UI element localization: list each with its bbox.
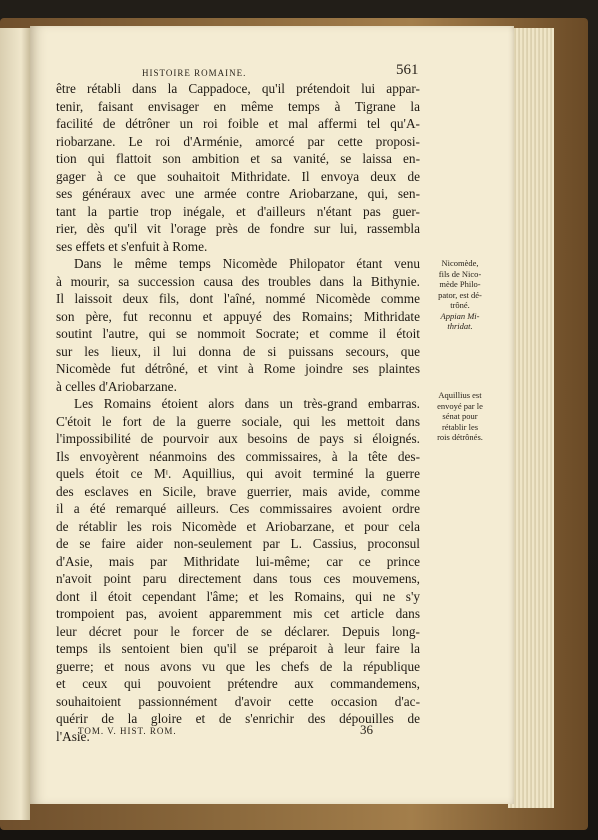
text-line: être rétabli dans la Cappadoce, qu'il prétendoit lui appar- [56,81,420,96]
text-line: Nicomède fut détrôné, et vint à Rome joindre ses plaintes [56,361,420,376]
printer-signature: TOM. V. HIST. ROM. [78,726,177,736]
signature-number: 36 [360,722,373,737]
text-line: leur décret pour le forcer de se déclarer. Depuis long- [56,623,420,639]
margin-note-nicomede [424,258,496,332]
left-page-edge [0,28,30,820]
text-line: tion qui flattoit son ambition et sa vanité, se laissa en- [56,151,420,166]
text-line: de rétablir les rois Nicomède et Ariobarzane, et pour cela [56,518,420,534]
text-line: dont il étoit cependant l'âme; et les Romains, qui ne s'y [56,588,420,604]
text-line: temps ils sentoient bien qu'il se préparoit à leur faire la [56,641,420,656]
text-line: ses effets et s'enfuit à Rome. [56,238,208,254]
text-line: et ceux qui pouvoient prétendre aux commandemens, [56,676,420,691]
text-line: de se faire aider non-seulement par L. Cassius, proconsul [56,536,420,551]
text-line: l'impossibilité de pourvoir aux besoins de pays si éloignés. [56,431,420,446]
text-line: quérir de la gloire et de s'enrichir des dépouilles de [56,711,420,726]
running-title: HISTOIRE ROMAINE. [142,68,247,78]
text-line: Il laissoit deux fils, dont l'aîné, nommé Nicomède comme [56,291,420,306]
text-line: rier, dès qu'il vit l'orage près de fondre sur lui, rassembla [56,221,420,236]
text-line: gager à ce que souhaitoit Mithridate. Il envoya deux de [56,168,420,184]
text-line: à celles d'Ariobarzane. [56,378,177,394]
text-line: quels étoit ce Mᶦ. Aquillius, qui avoit terminé la guerre [56,466,420,481]
paragraph-start: Les Romains étoient alors dans un très-grand embarras. [74,396,420,411]
text-line: souhaitoient passionnément d'avoir cette occasion d'ac- [56,693,420,709]
text-line: son père, fut reconnu et appuyé des Romains; Mithridate [56,308,420,324]
text-line: ses généraux avec une armée contre Ariobarzane, qui, sen- [56,186,420,201]
text-line: sur les lieux, il lui donna de si puissans secours, que [56,343,420,359]
text-line: des esclaves en Sicile, brave guerrier, mais avide, comme [56,483,420,499]
text-line: trompoient pas, avoient apparemment mis cet article dans [56,606,420,621]
margin-note-line: trôné. [450,300,470,310]
margin-note-line: pator, est dé- [438,289,482,300]
page-number: 561 [396,62,419,78]
margin-note-line: Aquillius est [438,390,482,400]
margin-note-citation: thridat. [447,321,473,331]
margin-note-line: sénat pour [442,411,478,421]
text-line: soutint l'autre, qui se nommoit Socrate; et comme il étoit [56,326,420,341]
text-line: facilité de détrôner un roi foible et mal affermi tel qu'A- [56,116,420,131]
text-line: Ils envoyèrent néanmoins des commissaires, à la tête des- [56,448,420,464]
text-line: il a été remarqué ailleurs. Ces commissaires avoient ordre [56,501,420,516]
text-line: tenir, faisant envisager en même temps à Tigrane la [56,98,420,114]
margin-note-line: envoyé par le [437,400,483,411]
margin-note-line: fils de Nico- [438,268,482,279]
margin-note-citation: Appian Mi- [440,310,480,321]
margin-note-line: rétablir les [441,421,479,432]
text-line: à mourir, sa succession causa des troubles dans la Bithynie. [56,273,420,289]
margin-note-aquillius [424,390,496,443]
text-line: C'étoit le fort de la guerre sociale, qui les mettoit dans [56,413,420,429]
paragraph-start: Dans le même temps Nicomède Philopator étant venu [74,256,420,271]
text-line: n'avoit point paru directement dans tous ces mouvemens, [56,571,420,586]
text-line: tant la partie trop inégale, et d'ailleurs n'étant pas guer- [56,203,420,219]
text-line: riobarzane. Le roi d'Arménie, amorcé par cette proposi- [56,133,420,149]
text-line: guerre; et nous avons vu que les chefs de la république [56,658,420,674]
text-line: l'Asie. [56,728,90,744]
margin-note-line: mède Philo- [439,279,481,289]
text-line: d'Asie, mais par Mithridate lui-même; car ce prince [56,553,420,569]
body-text [56,80,420,745]
page-stack-edges [508,28,554,808]
margin-note-line: Nicomède, [441,258,479,268]
margin-note-line: rois détrônés. [437,432,483,442]
